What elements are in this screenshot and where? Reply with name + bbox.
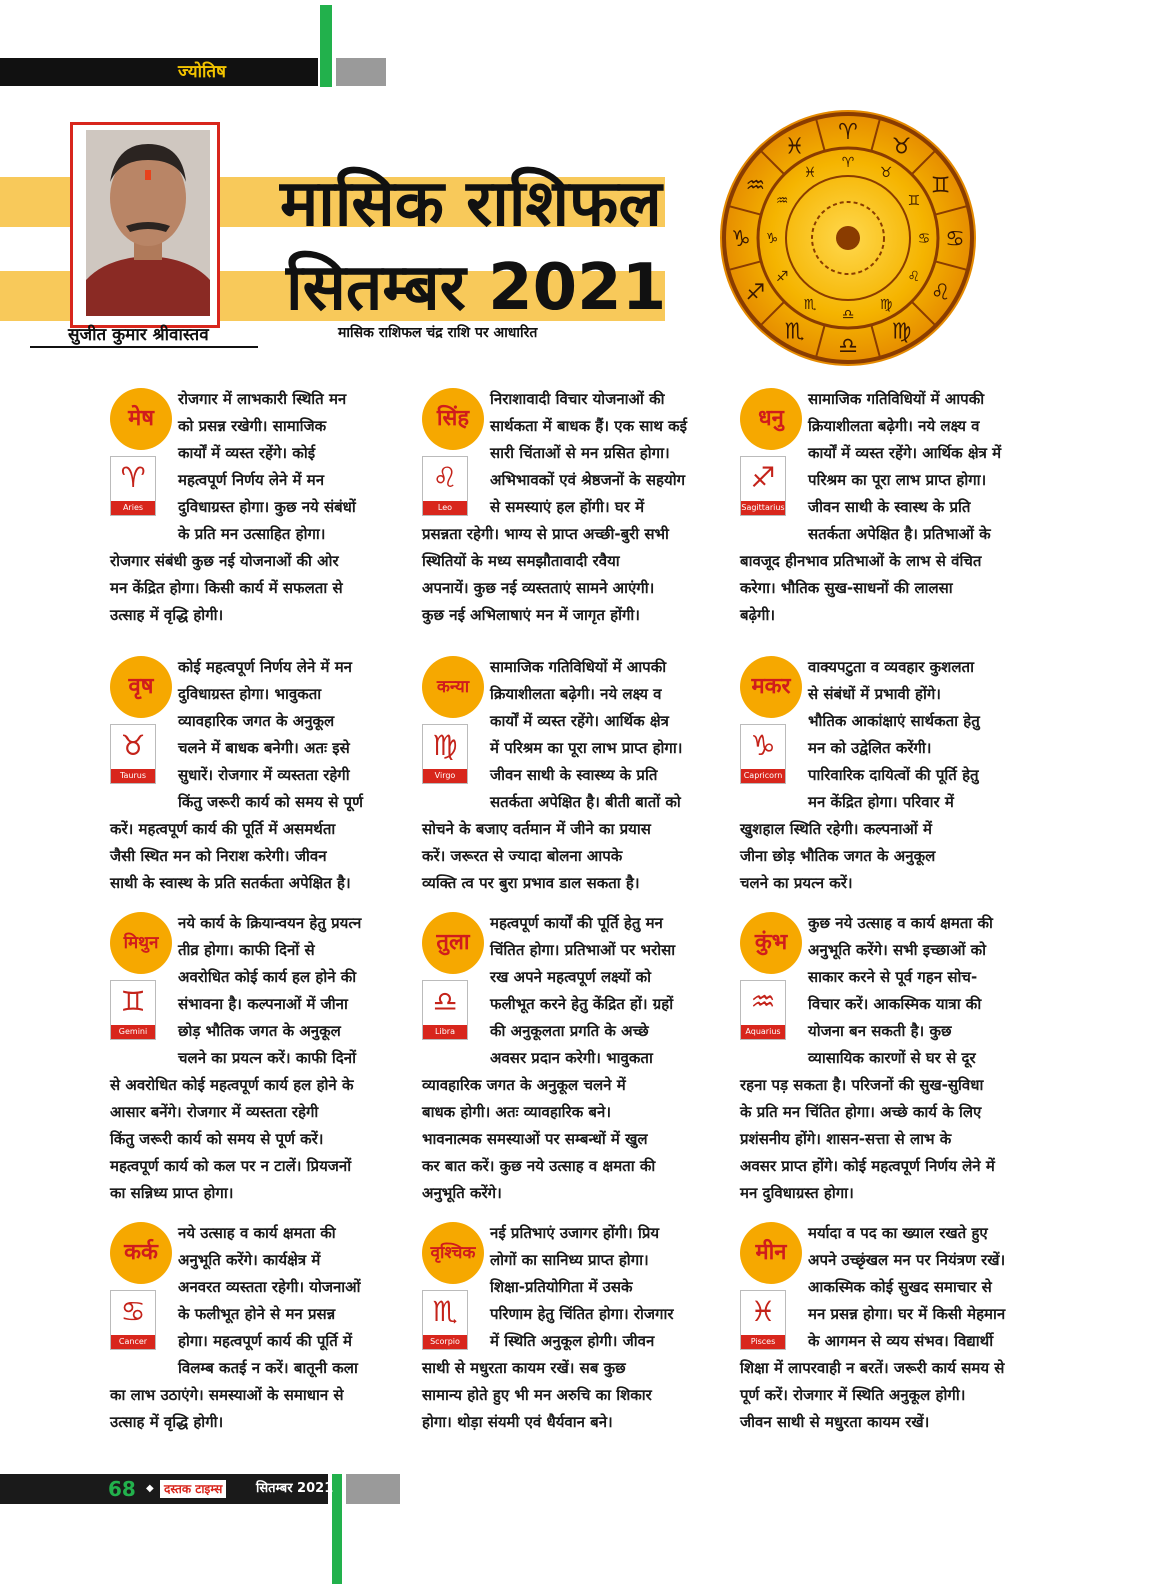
horoscope-line: दुविधाग्रस्त होगा। कुछ नये संबंधों [178,498,356,516]
footer-green-bar [332,1474,342,1584]
sign-name-badge: तुला [422,912,484,974]
horoscope-line: व्यावहारिक जगत के अनुकूल [178,712,335,730]
page-number: 68 [108,1477,136,1501]
horoscope-line: तीव्र होगा। काफी दिनों से [178,941,315,959]
horoscope-line: जैसी स्थित मन को निराश करेगी। जीवन [110,847,327,865]
horoscope-line: अनुभूति करेंगे। [422,1184,502,1202]
svg-text:♉: ♉ [891,134,912,160]
horoscope-text [740,910,995,1207]
sign-english-label: Capricorn [741,769,785,783]
footer-bullet: ◆ [146,1483,154,1494]
sign-name-badge: कुंभ [740,912,802,974]
horoscope-line: चिंतित होगा। प्रतिभाओं पर भरोसा [490,941,676,959]
horoscope-line: सारी चिंताओं से मन ग्रसित होगा। [490,444,670,462]
horoscope-line: नई प्रतिभाएं उजागर होंगी। प्रिय [490,1224,660,1242]
sign-glyph: ♈ [120,461,146,494]
horoscope-line: करें। जरूरत से ज्यादा बोलना आपके [422,847,623,865]
horoscope-line: जीना छोड़ भौतिक जगत के अनुकूल [740,847,936,865]
horoscope-line: साकार करने से पूर्व गहन सोच- [808,968,978,986]
svg-text:♉: ♉ [879,165,893,182]
horoscope-line: दुविधाग्रस्त होगा। भावुकता [178,685,322,703]
horoscope-line: शिक्षा में लापरवाही न बरतें। जरूरी कार्य समय से [740,1359,1005,1377]
horoscope-line: निराशावादी विचार योजनाओं की [490,390,665,408]
sign-glyph: ♍ [432,729,458,762]
horoscope-line: जीवन साथी के स्वास्थ के प्रति [808,498,971,516]
horoscope-line: अपने उच्छृंखल मन पर नियंत्रण रखें। [808,1251,1006,1269]
horoscope-line: कार्यों में व्यस्त रहेंगे। कोई [178,444,316,462]
horoscope-line: सामान्य होते हुए भी मन अरुचि का शिकार [422,1386,652,1404]
horoscope-line: अवरोधित कोई कार्य हल होने की [178,968,357,986]
horoscope-line: कुछ नये उत्साह व कार्य क्षमता की [808,914,993,932]
horoscope-line: नये उत्साह व कार्य क्षमता की [178,1224,336,1242]
svg-text:♋: ♋ [945,227,965,252]
horoscope-text [422,654,682,897]
sign-english-label: Scorpio [423,1335,467,1349]
svg-text:♏: ♏ [803,296,817,313]
sign-name-badge: मकर [740,656,802,718]
horoscope-line: मन केंद्रित होगा। परिवार में [808,793,954,811]
svg-text:♊: ♊ [907,193,921,209]
sign-name-badge: धनु [740,388,802,450]
sign-english-label: Gemini [111,1025,155,1039]
horoscope-line: वाक्यपटुता व व्यवहार कुशलता [808,658,974,676]
horoscope-line: नये कार्य के क्रियान्वयन हेतु प्रयत्न [178,914,362,932]
svg-text:♎: ♎ [838,334,858,359]
sign-english-label: Virgo [423,769,467,783]
svg-text:♐: ♐ [775,269,789,285]
horoscope-line: जीवन साथी से मधुरता कायम रखें। [740,1413,930,1431]
horoscope-line: का सन्निध्य प्राप्त होगा। [110,1184,234,1202]
horoscope-line: से अवरोधित कोई महत्वपूर्ण कार्य हल होने के [110,1076,354,1094]
horoscope-line: अभिभावकों एवं श्रेष्ठजनों के सहयोग [490,471,686,489]
horoscope-line: से संबंधों में प्रभावी होंगे। [808,685,941,703]
horoscope-line: में स्थिति अनुकूल होगी। जीवन [490,1332,655,1350]
gray-accent-block [336,58,386,86]
horoscope-line: किंतु जरूरी कार्य को समय से पूर्ण करें। [110,1130,324,1148]
sign-english-label: Taurus [111,769,155,783]
sign-name-badge: कर्क [110,1222,172,1284]
horoscope-line: कार्यों में व्यस्त रहेंगे। आर्थिक क्षेत्र में [808,444,1002,462]
svg-text:♑: ♑ [731,227,751,252]
svg-text:♒: ♒ [745,173,766,199]
svg-text:♈: ♈ [838,120,858,145]
horoscope-text [422,386,687,629]
sign-glyph: ♓ [750,1295,776,1328]
zodiac-wheel-image [718,108,978,372]
horoscope-line: सुधारें। रोजगार में व्यस्तता रहेगी [178,766,350,784]
svg-text:♌: ♌ [907,269,921,285]
horoscope-line: प्रशंसनीय होंगे। शासन-सत्ता से लाभ के [740,1130,952,1148]
horoscope-line: को प्रसन्न रखेगी। सामाजिक [178,417,327,435]
horoscope-line: किंतु जरूरी कार्य को समय से पूर्ण [178,793,363,811]
horoscope-text [110,386,356,629]
footer-gray-block [346,1474,400,1504]
horoscope-line: सामाजिक गतिविधियों में आपकी [490,658,667,676]
horoscope-line: लोगों का सानिध्य प्राप्त होगा। [490,1251,649,1269]
horoscope-text [740,1220,1005,1436]
horoscope-text [422,910,675,1207]
horoscope-line: व्यक्ति त्व पर बुरा प्रभाव डाल सकता है। [422,874,640,892]
magazine-logo: दस्तक टाइम्स [160,1480,226,1498]
horoscope-line: रख अपने महत्वपूर्ण लक्ष्यों को [490,968,652,986]
horoscope-line: अवसर प्राप्त होंगे। कोई महत्वपूर्ण निर्णय लेने में [740,1157,995,1175]
horoscope-line: बढ़ेगी। [740,606,776,624]
svg-text:♐: ♐ [745,280,766,306]
svg-text:♒: ♒ [775,193,789,209]
horoscope-line: कर बात करें। कुछ नये उत्साह व क्षमता की [422,1157,656,1175]
horoscope-line: व्यासायिक कारणों से घर से दूर [808,1049,976,1067]
sign-name-badge: सिंह [422,388,484,450]
svg-text:♌: ♌ [930,280,951,306]
horoscope-line: विलम्ब कतई न करें। बातूनी कला [178,1359,358,1377]
horoscope-line: बाधक होगी। अतः व्यावहारिक बने। [422,1103,612,1121]
horoscope-line: फलीभूत करने हेतु केंद्रित हों। ग्रहों [490,995,674,1013]
horoscope-line: सतर्कता अपेक्षित है। प्रतिभाओं के [808,525,991,543]
horoscope-line: परिश्रम का पूरा लाभ प्राप्त होगा। [808,471,987,489]
sign-english-label: Leo [423,501,467,515]
horoscope-text [110,654,363,897]
svg-text:♑: ♑ [765,231,779,247]
sign-name-badge: वृष [110,656,172,718]
sign-glyph: ♏ [432,1295,458,1328]
horoscope-line: अवसर प्रदान करेगी। भावुकता [490,1049,653,1067]
page-subtitle: मासिक राशिफल चंद्र राशि पर आधारित [338,325,538,341]
sign-english-label: Aquarius [741,1025,785,1039]
horoscope-line: सोचने के बजाए वर्तमान में जीने का प्रयास [422,820,651,838]
horoscope-line: पूर्ण करें। रोजगार में स्थिति अनुकूल होगी। [740,1386,966,1404]
sign-english-label: Aries [111,501,155,515]
horoscope-line: के आगमन से व्यय संभव। विद्यार्थी [808,1332,994,1350]
horoscope-line: जीवन साथी के स्वास्थ्य के प्रति [490,766,658,784]
horoscope-text [110,910,361,1207]
horoscope-line: क्रियाशीलता बढ़ेगी। नये लक्ष्य व [808,417,980,435]
author-photo [86,130,210,316]
horoscope-line: प्रसन्नता रहेगी। भाग्य से प्राप्त अच्छी-बुरी सभी [422,525,669,543]
horoscope-line: रोजगार संबंधी कुछ नई योजनाओं की ओर [110,552,339,570]
horoscope-line: में परिश्रम का पूरा लाभ प्राप्त होगा। [490,739,683,757]
author-underline [30,346,258,348]
horoscope-line: संभावना है। कल्पनाओं में जीना [178,995,348,1013]
horoscope-line: भौतिक आकांक्षाएं सार्थकता हेतु [808,712,980,730]
horoscope-line: अपनायें। कुछ नई व्यस्तताएं सामने आएंगी। [422,579,655,597]
horoscope-line: स्थितियों के मध्य समझौतावादी रवैया [422,552,620,570]
horoscope-line: व्यावहारिक जगत के अनुकूल चलने में [422,1076,626,1094]
horoscope-line: खुशहाल स्थिति रहेगी। कल्पनाओं में [740,820,932,838]
svg-text:♍: ♍ [891,319,912,345]
horoscope-line: करेगा। भौतिक सुख-साधनों की लालसा [740,579,953,597]
horoscope-line: क्रियाशीलता बढ़ेगी। नये लक्ष्य व [490,685,662,703]
horoscope-line: महत्वपूर्ण निर्णय लेने में मन [178,471,325,489]
horoscope-line: आसार बनेंगे। रोजगार में व्यस्तता रहेगी [110,1103,319,1121]
sign-english-label: Libra [423,1025,467,1039]
horoscope-line: के प्रति मन चिंतित होगा। अच्छे कार्य के लिए [740,1103,982,1121]
horoscope-line: करें। महत्वपूर्ण कार्य की पूर्ति में असमर्थता [110,820,336,838]
svg-text:♎: ♎ [841,307,855,323]
horoscope-line: मन प्रसन्न होगा। घर में किसी मेहमान [808,1305,1006,1323]
sign-name-badge: कन्या [422,656,484,718]
sign-glyph: ♐ [750,461,776,494]
author-name: सुजीत कुमार श्रीवास्तव [68,325,209,345]
sign-glyph: ♊ [120,985,146,1018]
horoscope-line: पारिवारिक दायित्वों की पूर्ति हेतु [808,766,979,784]
horoscope-line: रहना पड़ सकता है। परिजनों की सुख-सुविधा [740,1076,984,1094]
horoscope-line: रोजगार में लाभकारी स्थिति मन [178,390,347,408]
horoscope-line: कार्यों में व्यस्त रहेंगे। आर्थिक क्षेत्र [490,712,669,730]
section-label: ज्योतिष [178,62,226,82]
page-title-line2: सितम्बर 2021 [286,251,667,325]
horoscope-line: उत्साह में वृद्धि होगी। [110,606,224,624]
horoscope-line: की अनुकूलता प्रगति के अच्छे [490,1022,649,1040]
svg-text:♍: ♍ [879,296,893,313]
svg-text:♓: ♓ [803,165,817,182]
horoscope-line: सतर्कता अपेक्षित है। बीती बातों को [490,793,681,811]
horoscope-line: अनुभूति करेंगे। कार्यक्षेत्र में [178,1251,321,1269]
sign-name-badge: वृश्चिक [422,1222,484,1284]
green-accent-bar [320,5,332,87]
horoscope-line: महत्वपूर्ण कार्यों की पूर्ति हेतु मन [490,914,663,932]
horoscope-text [422,1220,674,1436]
horoscope-line: चलने का प्रयत्न करें। काफी दिनों [178,1049,356,1067]
sign-english-label: Cancer [111,1335,155,1349]
horoscope-line: कोई महत्वपूर्ण निर्णय लेने में मन [178,658,353,676]
issue-date: सितम्बर 2021 [256,1481,334,1496]
horoscope-line: आकस्मिक कोई सुखद समाचार से [808,1278,992,1296]
horoscope-line: सामाजिक गतिविधियों में आपकी [808,390,985,408]
sign-glyph: ♉ [120,729,146,762]
section-bar [0,58,318,86]
horoscope-text [740,386,1001,629]
horoscope-line: कुछ नई अभिलाषाएं मन में जागृत होंगी। [422,606,640,624]
horoscope-line: योजना बन सकती है। कुछ [808,1022,952,1040]
svg-text:♈: ♈ [841,155,855,171]
horoscope-line: होगा। महत्वपूर्ण कार्य की पूर्ति में [178,1332,353,1350]
horoscope-line: मर्यादा व पद का ख्याल रखते हुए [808,1224,988,1242]
horoscope-line: साथी के स्वास्थ के प्रति सतर्कता अपेक्षित है। [110,874,351,892]
sign-glyph: ♋ [120,1295,146,1328]
svg-text:♋: ♋ [917,231,931,247]
horoscope-line: मन केंद्रित होगा। किसी कार्य में सफलता से [110,579,343,597]
horoscope-line: शिक्षा-प्रतियोगिता में उसके [490,1278,633,1296]
horoscope-line: का लाभ उठाएंगे। समस्याओं के समाधान से [110,1386,344,1404]
sign-glyph: ♑ [750,729,776,762]
page-title-line1: मासिक राशिफल [280,167,662,241]
horoscope-line: बावजूद हीनभाव प्रतिभाओं के लाभ से वंचित [740,552,982,570]
sign-glyph: ♌ [432,461,458,494]
horoscope-line: के प्रति मन उत्साहित होगा। [178,525,326,543]
svg-text:♊: ♊ [930,173,951,199]
horoscope-line: चलने का प्रयत्न करें। [740,874,853,892]
horoscope-line: महत्वपूर्ण कार्य को कल पर न टालें। प्रियजनों [110,1157,352,1175]
horoscope-text [740,654,980,897]
horoscope-line: परिणाम हेतु चिंतित होगा। रोजगार [490,1305,674,1323]
sign-english-label: Pisces [741,1335,785,1349]
horoscope-line: साथी से मधुरता कायम रखें। सब कुछ [422,1359,626,1377]
horoscope-line: से समस्याएं हल होंगी। घर में [490,498,645,516]
horoscope-text [110,1220,361,1436]
horoscope-line: उत्साह में वृद्धि होगी। [110,1413,224,1431]
svg-text:♓: ♓ [784,134,805,160]
sign-glyph: ♒ [750,985,776,1018]
horoscope-line: के फलीभूत होने से मन प्रसन्न [178,1305,336,1323]
sign-glyph: ♎ [432,985,458,1018]
horoscope-line: अनुभूति करेंगे। सभी इच्छाओं को [808,941,987,959]
horoscope-line: चलने में बाधक बनेगी। अतः इसे [178,739,350,757]
sign-name-badge: मिथुन [110,912,172,974]
horoscope-line: मन को उद्वेलित करेंगी। [808,739,932,757]
horoscope-line: सार्थकता में बाधक हैं। एक साथ कई [490,417,688,435]
horoscope-line: छोड़ भौतिक जगत के अनुकूल [178,1022,341,1040]
sign-english-label: Sagittarius [741,501,785,515]
horoscope-line: विचार करें। आकस्मिक यात्रा की [808,995,982,1013]
horoscope-line: अनवरत व्यस्तता रहेगी। योजनाओं [178,1278,361,1296]
sign-name-badge: मीन [740,1222,802,1284]
sign-name-badge: मेष [110,388,172,450]
horoscope-line: भावनात्मक समस्याओं पर सम्बन्धों में खुल [422,1130,648,1148]
horoscope-line: होगा। थोड़ा संयमी एवं धैर्यवान बने। [422,1413,613,1431]
horoscope-line: मन दुविधाग्रस्त होगा। [740,1184,854,1202]
svg-text:♏: ♏ [784,319,805,345]
